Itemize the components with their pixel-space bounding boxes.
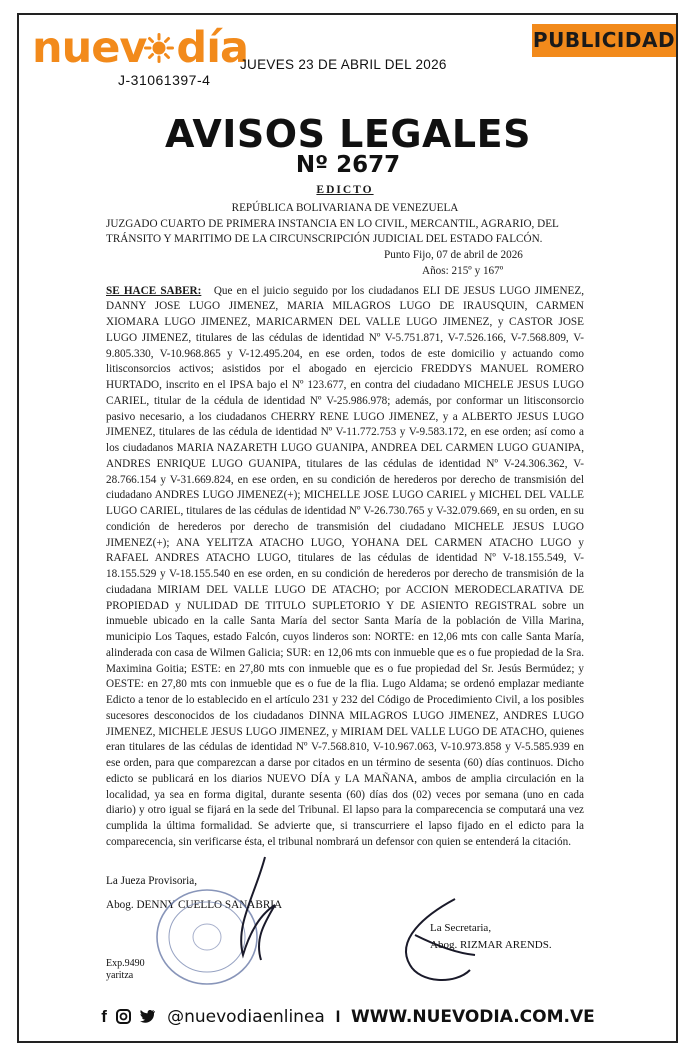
edict-document (106, 183, 584, 851)
secretary-title: La Secretaria, (430, 922, 492, 934)
facebook-icon[interactable]: f (101, 1007, 107, 1026)
years-line: Años: 215º y 167º (422, 264, 504, 277)
edict-body (106, 284, 584, 851)
judge-title: La Jueza Provisoria, (106, 875, 198, 887)
expedient-number: Exp.9490 (106, 958, 145, 969)
sun-logo-icon (144, 33, 174, 63)
instagram-icon[interactable] (116, 1009, 131, 1024)
twitter-icon[interactable] (139, 1009, 156, 1024)
place-date: Punto Fijo, 07 de abril de 2026 (384, 249, 523, 261)
notice-number: Nº 2677 (295, 152, 401, 178)
social-handle[interactable]: @nuevodiaenlinea (167, 1007, 325, 1027)
secretary-signature-block (430, 920, 552, 954)
body-text: Que en el juicio seguido por los ciudadanos ELI DE JESUS LUGO JIMENEZ, DANNY JOSE LUGO JIMENEZ, MARIA MILAGROS LUGO DE IRAUSQUIN, CARMEN XIOMARA LUGO JIMENEZ, MARICARMEN DEL VALLE LUGO JIMENEZ, y CASTOR JOSE LUGO JIMENEZ, titulares de las cédulas de identidad Nº V-5.751.871, V-7.526.166, V-7.568.809, V-9.805.330, V-10.968.865 y V-12.495.204, en ese orden, todos de este domicilio y actuando como litisconsorcios activos; asistidos por el abogado en ejercicio FREDDYS MANUEL ROMERO HURTADO, inscrito en el IPSA bajo el Nº 123.677, en contra del ciudadano MICHELE JESUS LUGO CARIEL, titular de la cédula de identidad Nº V-25.986.978; además, por conformar un litisconsorcio pasivo necesario, a los ciudadanos CHERRY RENE LUGO JIMENEZ, y a ALBERTO JESUS LUGO JIMENEZ, titulares de las cédula de identidad Nº V-11.772.753 y V-9.583.172, en ese orden; así como a los ciudadanos MARIA NAZARETH LUGO GUANIPA, ANDREA DEL CARMEN LUGO GUANIPA, ANDRES ENRIQUE LUGO GUANIPA, titulares de las cédulas de identidad Nº V-24.306.362, V-28.766.154 y V-31.669.824, en ese orden, en su condición de herederos por derecho de transmisión del ciudadano ANDRES LUGO JIMENEZ(+); MICHELLE JOSE LUGO CARIEL y MICHEL DEL VALLE LUGO CARIEL, titulares de las cédulas de identidad Nº V-26.730.765 y V-32.079.669, en su orden, en su condición de herederos por derecho de transmisión del ciudadano MICHELE JESUS LUGO JIMENEZ(+); ANA YELITZA ATACHO LUGO, YOHANA DEL CARMEN ATACHO LUGO y RAFAEL ANDRES ATACHO LUGO, titulares de las cédulas de identidad Nº V-18.155.549, V-18.155.529 y V-18.155.540 en ese orden, en su condición de herederos por derecho de transmisión de la ciudadana MIRIAM DEL VALLE LUGO DE ATACHO; por ACCION MERODECLARATIVA DE PROPIEDAD y NULIDAD DE TITULO SUPLETORIO Y DE ASIENTO REGISTRAL sobre un inmueble ubicado en la calle Santa María del sector Santa María de la población de Villa Marina, municipio Los Taques, estado Falcón, cuyos linderos son: NORTE: en 12,06 mts con calle Santa María, alinderada con casa de Wilmen Galicia; SUR: en 12,06 mts con inmueble que es o fue propiedad de la Sra. Maximina Goitia; ESTE: en 27,80 mts con inmueble que es o fue propiedad del Sr. Jesús Bermúdez; y OESTE: en 27,80 mts con inmueble que es o fue de la flia. Lugo Aldama; se ordenó emplazar mediante Edicto a tenor de lo establecido en el artículo 231 y 232 del Código de Procedimiento Civil, a los posibles sucesores desconocidos de los ciudadanos DINNA MILAGROS LUGO JIMENEZ, ANDRES LUGO JIMENEZ, MICHELE JESUS LUGO JIMENEZ, y MIRIAM DEL VALLE LUGO DE ATACHO, quienes eran titulares de las cédulas de identidad Nº V-7.568.810, V-10.967.063, V-10.973.858 y V-5.585.939 en ese orden, para que comparezcan a darse por citados en un término de sesenta (60) días continuos. Dicho edicto se publicará en los diarios NUEVO DÍA y LA MAÑANA, ambos de amplia circulación en la localidad, ya sea en forma digital, durante sesenta (60) días dos (02) veces por semana (uno en cada diario) y otro igual se fijará en la sede del Tribunal. El lapso para la comparecencia se computará una vez cumplida la última formalidad. Se advierte que, si transcurriere el lapso fijado en el edicto para la comparecencia, sin verificarse ésta, el tribunal nombrará un defensor con quien se entenderá la citación. (106, 284, 584, 848)
body-lead: SE HACE SABER: (106, 284, 202, 297)
footer-separator: I (335, 1007, 341, 1026)
page-title: AVISOS LEGALES (165, 112, 531, 156)
website-link[interactable]: WWW.NUEVODIA.COM.VE (351, 1007, 595, 1027)
rif-number: J-31061397-4 (118, 72, 211, 88)
file-reference (106, 958, 145, 982)
brand-logo: nuev día (32, 23, 248, 73)
footer-bar (0, 1007, 696, 1027)
judge-name: Abog. DENNY CUELLO SANABRIA (106, 898, 283, 911)
republic-line: REPÚBLICA BOLIVARIANA DE VENEZUELA (231, 201, 459, 214)
court-seal (152, 885, 262, 990)
typist-initials: yaritza (106, 970, 134, 981)
edict-heading: EDICTO (316, 184, 374, 196)
section-badge: PUBLICIDAD (532, 24, 676, 57)
issue-date: JUEVES 23 DE ABRIL DEL 2026 (240, 57, 447, 72)
secretary-name: Abog. RIZMAR ARENDS. (430, 939, 552, 951)
court-name: JUZGADO CUARTO DE PRIMERA INSTANCIA EN LO CIVIL, MERCANTIL, AGRARIO, DEL TRÁNSITO Y MARITIMO DE LA CIRCUNSCRIPCIÓN JUDICIAL DEL ESTADO FALCÓN. (106, 217, 559, 246)
